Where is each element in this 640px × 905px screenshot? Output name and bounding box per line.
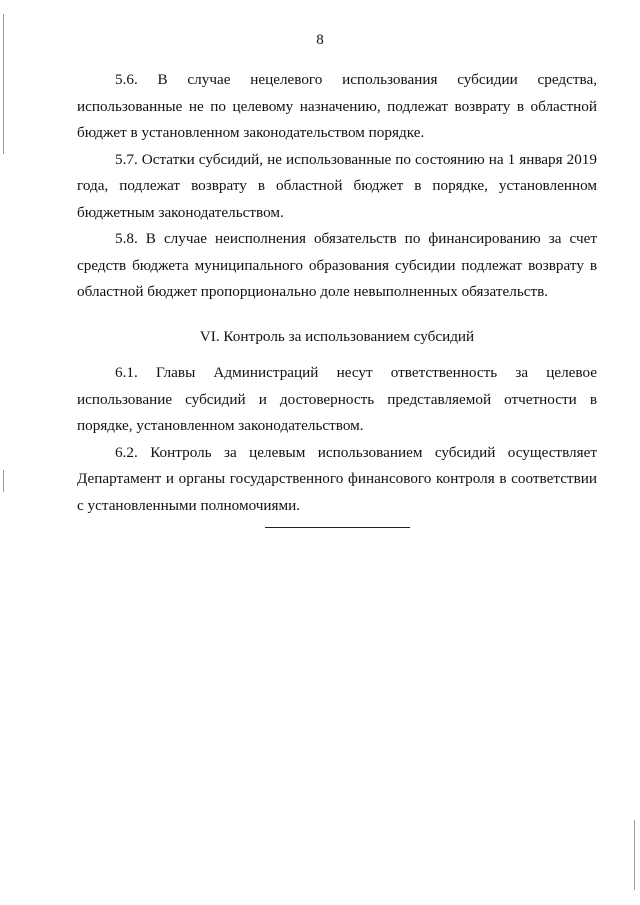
paragraph-5-7: 5.7. Остатки субсидий, не использованные по состоянию на 1 января 2019 года, подлежат возврату в областной бюджет в порядке, установленном бюджетным законодательством. <box>77 150 597 221</box>
section-heading: VI. Контроль за использованием субсидий <box>199 327 475 345</box>
page-number: 8 <box>316 32 324 48</box>
paragraph-6-1: 6.1. Главы Администраций несут ответственность за целевое использование субсидий и достоверность представляемой отчетности в порядке, установленном законодательством. <box>77 364 597 434</box>
paragraph-5-8: 5.8. В случае неисполнения обязательств по финансированию за счет средств бюджета муниципального образования субсидии подлежат возврату в областной бюджет пропорционально доле невыполненных обязательств. <box>77 230 597 300</box>
end-of-document-rule <box>265 527 410 528</box>
scan-edge-mark-left <box>3 14 4 154</box>
scan-edge-mark-left-lower <box>3 470 4 492</box>
document-body <box>77 67 597 519</box>
scan-edge-mark-right <box>634 820 635 890</box>
paragraph-6-2: 6.2. Контроль за целевым использованием субсидий осуществляет Департамент и органы государственного финансового контроля в соответствии с установленными полномочиями. <box>77 443 597 514</box>
paragraph-5-6: 5.6. В случае нецелевого использования субсидии средства, использованные не по целевому назначению, подлежат возврату в областной бюджет в установленном законодательством порядке. <box>77 71 597 141</box>
